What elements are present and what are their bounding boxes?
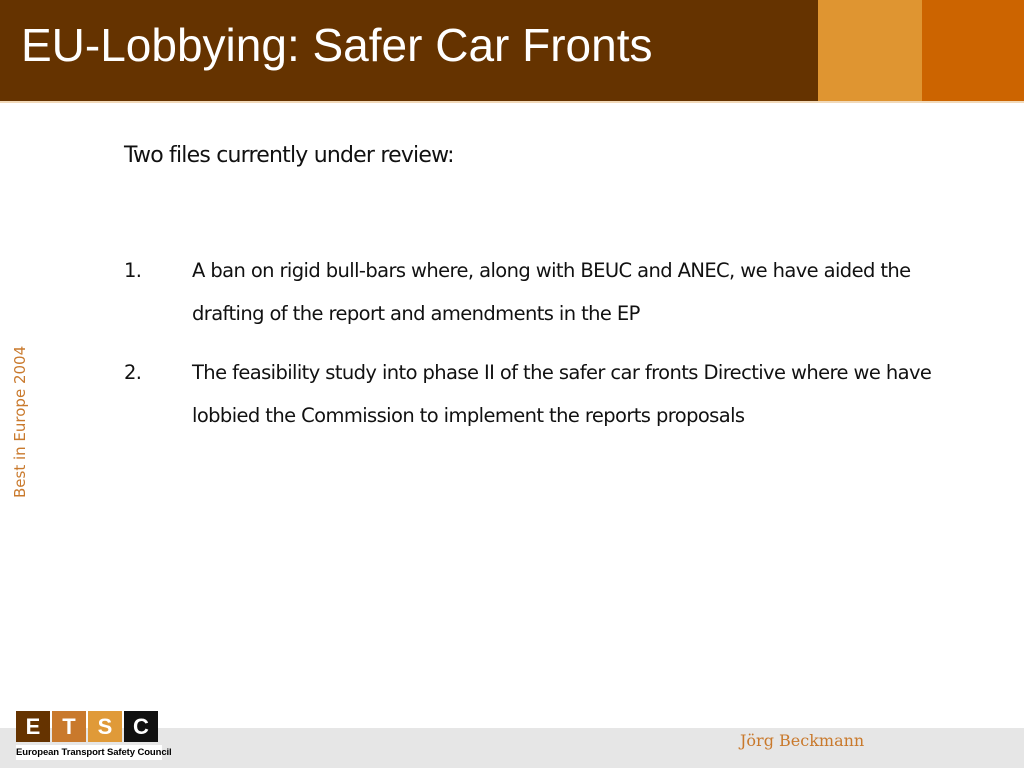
list-number: 2. [124, 361, 142, 384]
review-list [124, 249, 984, 437]
etsc-logo [16, 711, 172, 761]
list-item [124, 249, 984, 335]
slide-body [124, 137, 984, 437]
accent-block-dark [922, 0, 1024, 101]
accent-block-light [818, 0, 922, 101]
logo-letter-e: E [16, 711, 50, 742]
list-item-text: A ban on rigid bull-bars where, along with BEUC and ANEC, we have aided the drafting of the report and amendments in the EP [192, 259, 911, 325]
list-item [124, 351, 984, 437]
logo-tagline: European Transport Safety Council [16, 747, 172, 758]
list-item-text: The feasibility study into phase II of the safer car fronts Directive where we have lobbied the Commission to implement the reports proposals [192, 361, 932, 427]
side-caption: Best in Europe 2004 [11, 345, 29, 498]
list-number: 1. [124, 259, 142, 282]
logo-letter-c: C [124, 711, 158, 742]
logo-letter-s: S [88, 711, 122, 742]
title-bar [0, 0, 818, 101]
logo-letter-t: T [52, 711, 86, 742]
presenter-name: Jörg Beckmann [740, 731, 865, 750]
intro-text: Two files currently under review: [124, 143, 454, 168]
header-divider [0, 101, 1024, 103]
logo-letters [16, 711, 164, 742]
slide-title: EU-Lobbying: Safer Car Fronts [21, 19, 653, 71]
